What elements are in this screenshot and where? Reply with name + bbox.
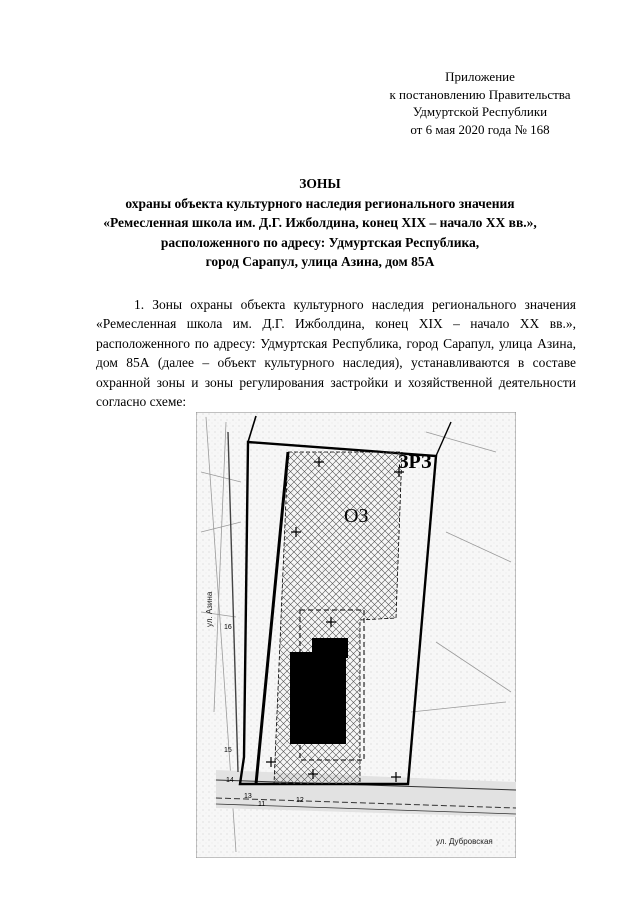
oz-label: ОЗ: [344, 505, 369, 527]
body-text: [96, 295, 576, 411]
street-left-label: ул. Азина: [205, 591, 214, 627]
title-line: «Ремесленная школа им. Д.Г. Ижболдина, конец XIX – начало XX вв.»,: [103, 215, 537, 230]
point-label: 16: [224, 624, 232, 631]
point-label: 12: [296, 797, 304, 804]
title-line: ЗОНЫ: [299, 176, 341, 191]
zrz-label: ЗРЗ: [398, 451, 432, 473]
appendix-line: Приложение: [445, 69, 515, 84]
appendix-line: Удмуртской Республики: [412, 104, 548, 119]
appendix-line: к постановлению Правительства: [389, 86, 571, 102]
appendix-header: [360, 68, 600, 138]
point-label: 11: [258, 801, 266, 808]
title-line: расположенного по адресу: Удмуртская Республика,: [160, 234, 480, 250]
point-label: 13: [244, 793, 252, 800]
zone-scheme-map: [196, 412, 516, 858]
point-label: 15: [224, 747, 232, 754]
heritage-building: [290, 652, 346, 744]
title-line: охраны объекта культурного наследия регионального значения: [125, 195, 515, 211]
document-title: [60, 174, 580, 272]
point-label: 14: [226, 777, 234, 784]
title-line: город Сарапул, улица Азина, дом 85А: [205, 254, 435, 269]
body-paragraph: 1. Зоны охраны объекта культурного наследия регионального значения «Ремесленная школа им. Д.Г. Ижболдина, конец XIX – начало XX вв.», расположенного по адресу: Удмуртская Республика, город Сарапул, улица Азина, дом 85А (далее – объект культурного наследия), устанавливаются в составе охранной зоны и зоны регулирования застройки и хозяйственной деятельности согласно схеме:: [96, 297, 576, 410]
appendix-line: от 6 мая 2020 года № 168: [410, 121, 550, 137]
street-bottom-label: ул. Дубровская: [436, 837, 493, 846]
